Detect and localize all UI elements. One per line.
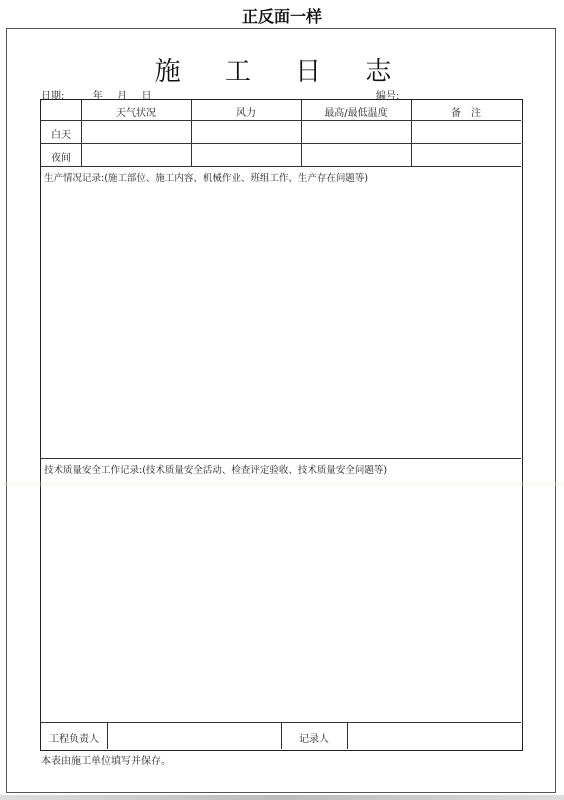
night-remarks-input[interactable] [412,144,521,166]
night-temperature-input[interactable] [302,144,411,166]
day-temperature-input[interactable] [302,121,411,143]
day-label: 日 [141,91,152,102]
row-daytime: 白天 [51,130,71,141]
date-label: 日期: [41,91,65,102]
page-bottom-edge [0,795,564,800]
log-table [40,99,523,751]
recorder-signature-input[interactable] [348,723,521,749]
production-record-label: 生产情况记录:(施工部位、施工内容、机械作业、班组工作、生产存在问题等) [44,173,369,184]
safety-record-area[interactable] [41,478,521,718]
page-title: 施 工 日 志 [154,57,410,87]
recorder-label: 记录人 [299,734,329,745]
day-remarks-input[interactable] [412,121,521,143]
header-remarks: 备 注 [451,108,481,119]
safety-record-label: 技术质量安全工作记录:(技术质量安全活动、检查评定验收、技术质量安全问题等) [44,465,388,476]
scan-seam [0,480,564,488]
number-label: 编号: [376,91,400,102]
night-wind-input[interactable] [192,144,301,166]
manager-label: 工程负责人 [49,734,99,745]
header-wind: 风力 [236,108,256,119]
night-weather-input[interactable] [82,144,191,166]
construction-log-sheet [6,28,556,793]
header-weather: 天气状况 [116,108,156,119]
day-weather-input[interactable] [82,121,191,143]
footer-note: 本表由施工单位填写并保存。 [41,756,171,767]
month-label: 月 [117,91,128,102]
manager-signature-input[interactable] [108,723,281,749]
year-label: 年 [92,91,103,102]
day-wind-input[interactable] [192,121,301,143]
header-temperature: 最高/最低温度 [324,108,388,119]
production-record-area[interactable] [41,184,521,454]
page-caption: 正反面一样 [241,7,322,26]
row-night: 夜间 [51,153,71,164]
